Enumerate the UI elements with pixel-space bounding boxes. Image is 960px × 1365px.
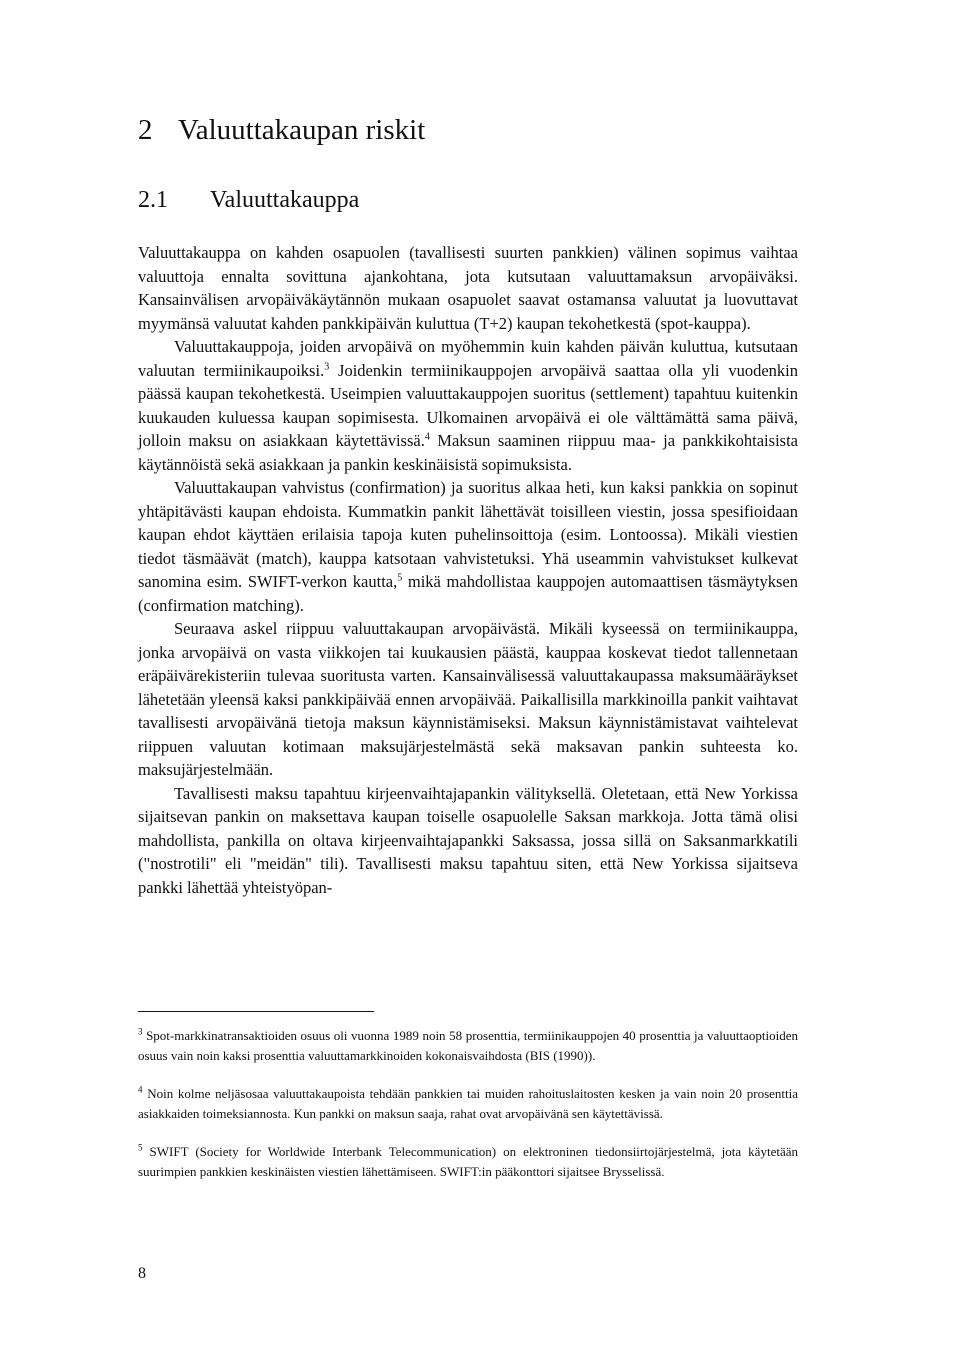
paragraph-text: Seuraava askel riippuu valuuttakaupan arvopäivästä. Mikäli kyseessä on termiinikauppa, jonka arvopäivä on vasta viikkojen tai kuukausien päästä, kauppaa koskevat tiedot tallennetaan eräpäivärekisteriin tulevaa suoritusta varten. Kansainvälisessä valuuttakaupassa maksumääräykset lähetetään yleensä kaksi pankkipäivää ennen arvopäivää. Paikallisilla markkinoilla pankit vaihtavat tavallisesti arvopäivänä tietoja maksun käynnistämiseksi. Maksun käynnistämistavat vaihtelevat riippuen valuutan kotimaan maksujärjestelmästä sekä maksavan pankin suhteesta ko. maksujärjestelmään.	[138, 619, 798, 779]
paragraph-text: Maksun saaminen riippuu maa- ja pankkikohtaisista käytännöistä sekä asiakkaan ja pankin keskinäisistä sopimuksista.	[138, 431, 798, 474]
footnote-text: Noin kolme neljäsosaa valuuttakaupoista tehdään pankkien tai muiden rahoituslaitosten kesken ja vain noin 20 prosenttia asiakkaiden toimeksiannosta. Kun pankki on maksun saaja, rahat ovat arvopäivänä sen käytettävissä.	[138, 1086, 798, 1121]
paragraph-text: Valuuttakauppoja, joiden arvopäivä on myöhemmin kuin kahden päivän kuluttua, kutsutaan valuutan termiinikaupoiksi.	[138, 337, 798, 380]
footnote-reference[interactable]: 3	[324, 361, 330, 372]
footnote-marker: 5	[138, 1142, 143, 1153]
paragraph-text: Tavallisesti maksu tapahtuu kirjeenvaihtajapankin välityksellä. Oletetaan, että New Yorkissa sijaitsevan pankin on maksettava kaupan toiselle osapuolelle Saksan markkoja. Jotta tämä olisi mahdollista, pankilla on oltava kirjeenvaihtajapankki Saksassa, jossa sillä on Saksanmarkkatili ("nostrotili" eli "meidän" tili). Tavallisesti maksu tapahtuu siten, että New Yorkissa sijaitseva pankki lähettää yhteistyöpan-	[138, 783, 798, 897]
body-paragraph	[138, 782, 798, 900]
paragraph-text: Joidenkin termiinikauppojen arvopäivä saattaa olla yli vuodenkin päässä kaupan tekohetkestä. Useimpien valuuttakauppojen suoritus (settlement) tapahtuu kuitenkin kuukauden kuluessa kaupan sopimisesta. Ulkomainen arvopäivä ei ole välttämättä sama päivä, jolloin maksu on asiakkaan käytettävissä.	[138, 360, 799, 450]
section-number: 2.1	[138, 187, 168, 213]
chapter-heading	[138, 112, 425, 148]
page-number: 8	[138, 1265, 146, 1282]
footnote-reference[interactable]: 5	[397, 572, 403, 584]
footnote	[138, 1084, 798, 1123]
chapter-title: Valuuttakaupan riskit	[178, 114, 426, 146]
paragraph-text: Valuuttakaupan vahvistus (confirmation) ja suoritus alkaa heti, kun kaksi pankkia on sopinut yhtäpitävästi kaupan ehdoista. Kummatkin pankit lähettävät toisilleen viestin, jossa spesifioidaan kaupan ehdot käyttäen erilaisia tapoja kuten puhelinsoittoja (esim. Lontoossa). Mikäli viestien tiedot täsmäävät (match), kauppa katsotaan vahvistetuksi. Yhä useammin vahvistukset kulkevat sanomina esim. SWIFT-verkon kautta,	[138, 478, 798, 591]
footnote-reference[interactable]: 4	[424, 431, 430, 443]
body-text	[138, 241, 798, 899]
footnotes	[138, 1026, 798, 1200]
footnote-marker: 3	[138, 1026, 143, 1037]
body-paragraph	[138, 476, 798, 617]
footnote	[138, 1142, 798, 1181]
footnote	[138, 1026, 798, 1065]
section-heading	[138, 185, 359, 215]
footnote-marker: 4	[138, 1084, 143, 1095]
footnote-text: Spot-markkinatransaktioiden osuus oli vuonna 1989 noin 58 prosenttia, termiinikauppojen 40 prosenttia ja valuuttaoptioiden osuus vain noin kaksi prosenttia valuuttamarkkinoiden kokonaisvaihdosta (BIS (1990)).	[138, 1028, 798, 1063]
footnote-separator	[138, 1011, 374, 1012]
paragraph-text: Valuuttakauppa on kahden osapuolen (tavallisesti suurten pankkien) välinen sopimus vaihtaa valuuttoja ennalta sovittuna ajankohtana, jota kutsutaan valuuttamaksun arvopäiväksi. Kansainvälisen arvopäiväkäytännön mukaan osapuolet saavat ostamansa valuutat ja luovuttavat myymänsä valuutat kahden pankkipäivän kuluttua (T+2) kaupan tekohetkestä (spot-kauppa).	[138, 243, 798, 333]
body-paragraph	[138, 617, 798, 782]
chapter-number: 2	[138, 114, 153, 146]
section-title: Valuuttakauppa	[210, 187, 360, 213]
body-paragraph	[138, 335, 798, 476]
body-paragraph	[138, 241, 798, 335]
footnote-text: SWIFT (Society for Worldwide Interbank Telecommunication) on elektroninen tiedonsiirtojärjestelmä, jota käytetään suurimpien pankkien keskinäisten viestien lähettämiseen. SWIFT:in pääkonttori sijaitsee Brysselissä.	[138, 1144, 798, 1179]
paragraph-text: mikä mahdollistaa kauppojen automaattisen täsmäytyksen (confirmation matching).	[138, 572, 798, 615]
